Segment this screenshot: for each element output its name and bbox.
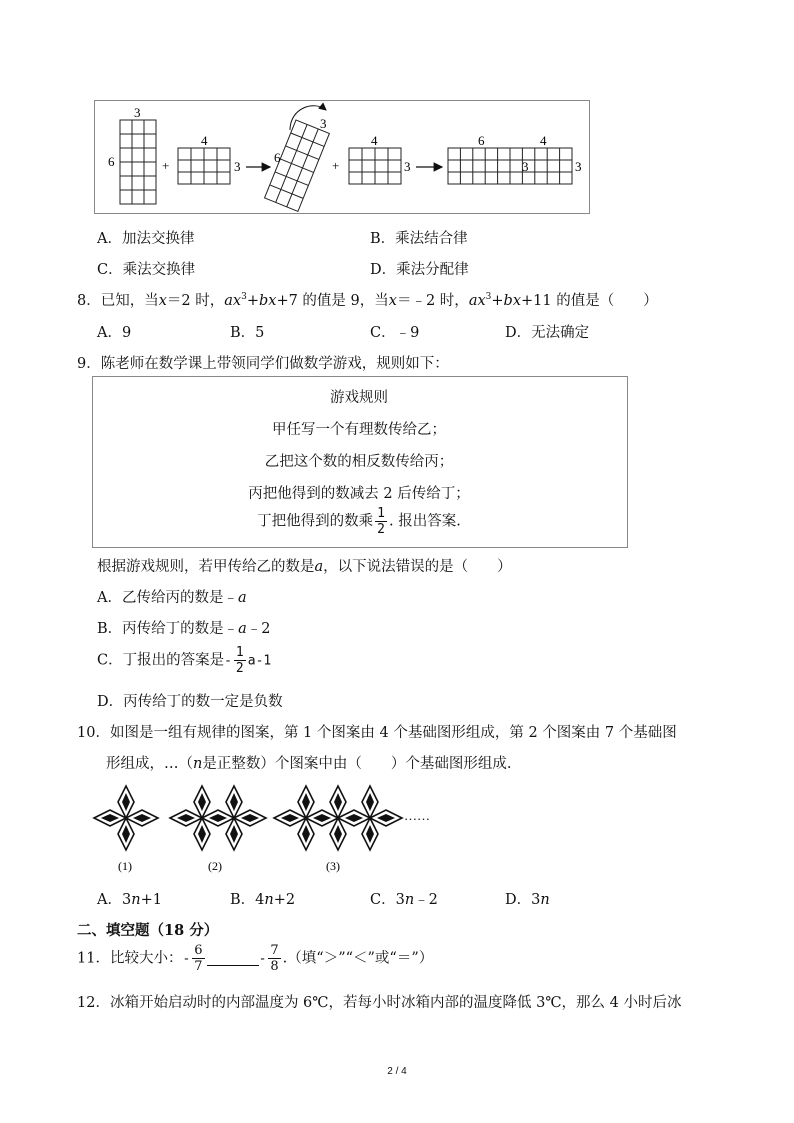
q10-line2: 形组成，…（n是正整数）个图案中由（ ）个基础图形组成. (106, 756, 512, 772)
q7-option-b: B．乘法结合律 (370, 231, 468, 247)
q11-fraction-1: $\frac{6}{7}$ (194, 943, 203, 974)
grid-4x3 (178, 148, 230, 184)
label-h3: 3 (404, 159, 411, 174)
label-t4: 4 (540, 133, 547, 148)
grid-10x3 (448, 148, 572, 184)
label-t6: 6 (478, 133, 485, 148)
rule4-fraction: $\frac{1}{2}$ (377, 506, 385, 537)
pattern-1 (94, 786, 158, 850)
page-number: 2 / 4 (387, 1066, 407, 1077)
pattern-dots: …… (404, 808, 430, 823)
q11: 11．比较大小：- $\frac{6}{7}$ - $\frac{7}{8}$ .（填“＞”“＜”或“＝”） (77, 943, 434, 974)
pattern-2 (170, 786, 266, 850)
rule-3: 丙把他得到的数减去 2 后传给丁； (248, 486, 470, 502)
plus-2: + (332, 158, 340, 173)
q9-option-a: A．乙传给丙的数是﹣a (97, 590, 247, 606)
pattern-3 (274, 786, 402, 850)
q9-option-c: C．丁报出的答案是- $\frac{1}{2}$ a-1 (97, 645, 272, 676)
q10-option-b: B．4n+2 (230, 892, 296, 908)
rule-4: 丁把他得到的数乘 $\frac{1}{2}$ . 报出答案. (257, 506, 461, 537)
q10-pattern-figure (90, 782, 450, 876)
section-2-title: 二、填空题（18 分） (77, 922, 219, 939)
pattern-label-1: (1) (118, 859, 132, 873)
label-h2: 3 (234, 159, 241, 174)
rules-title: 游戏规则 (330, 390, 388, 406)
q8-option-b: B．5 (230, 325, 265, 341)
plus-1: + (162, 158, 170, 173)
label-m3: 3 (522, 159, 529, 174)
q10-option-d: D．3n (505, 892, 550, 908)
label-h1: 6 (108, 154, 115, 169)
q8-option-d: D．无法确定 (505, 325, 590, 341)
q9-option-d: D．丙传给丁的数一定是负数 (97, 694, 283, 710)
label-w2: 4 (201, 133, 208, 148)
q11-fraction-2: $\frac{7}{8}$ (270, 943, 279, 974)
grid-4x3-b (349, 148, 401, 184)
q10-line1: 10．如图是一组有规律的图案，第 1 个图案由 4 个基础图形组成，第 2 个图案由 7 个基础图 (77, 725, 677, 741)
q7-option-a: A．加法交换律 (97, 231, 195, 247)
q7-option-c: C．乘法交换律 (97, 262, 196, 278)
q8-stem: 8．已知，当x＝2 时，$ax^3+bx+7$ 的值是 9，当x＝﹣2 时，$ax^3+bx+11$ 的值是（ ） (77, 292, 658, 309)
label-r3: 3 (575, 159, 582, 174)
q10-option-c: C．3n﹣2 (370, 892, 438, 908)
q8-option-c: C．﹣9 (370, 325, 420, 341)
q7-figure (94, 100, 588, 212)
q9-after: 根据游戏规则，若甲传给乙的数是a，以下说法错误的是（ ） (97, 559, 512, 575)
grid-rotated (265, 120, 330, 211)
q7-option-d: D．乘法分配律 (370, 262, 469, 278)
label-rw: 3 (320, 116, 327, 131)
q10-option-a: A．3n+1 (97, 892, 162, 908)
label-w1: 3 (134, 105, 141, 120)
q12: 12．冰箱开始启动时的内部温度为 6℃，若每小时冰箱内部的温度降低 3℃，那么 4 小时后冰 (77, 995, 682, 1011)
grid-3x6 (120, 120, 156, 204)
pattern-label-3: (3) (326, 859, 340, 873)
q9-option-b: B．丙传给丁的数是﹣a﹣2 (97, 621, 271, 637)
label-w3: 4 (371, 133, 378, 148)
q11-answer-blank[interactable] (207, 965, 259, 966)
q9-stem: 9．陈老师在数学课上带领同学们做数学游戏，规则如下： (77, 356, 449, 372)
rule-1: 甲任写一个有理数传给乙； (272, 422, 446, 438)
label-rh: 6 (274, 150, 281, 165)
q8-option-a: A．9 (97, 325, 132, 341)
rule-2: 乙把这个数的相反数传给丙； (264, 454, 454, 470)
pattern-label-2: (2) (208, 859, 222, 873)
